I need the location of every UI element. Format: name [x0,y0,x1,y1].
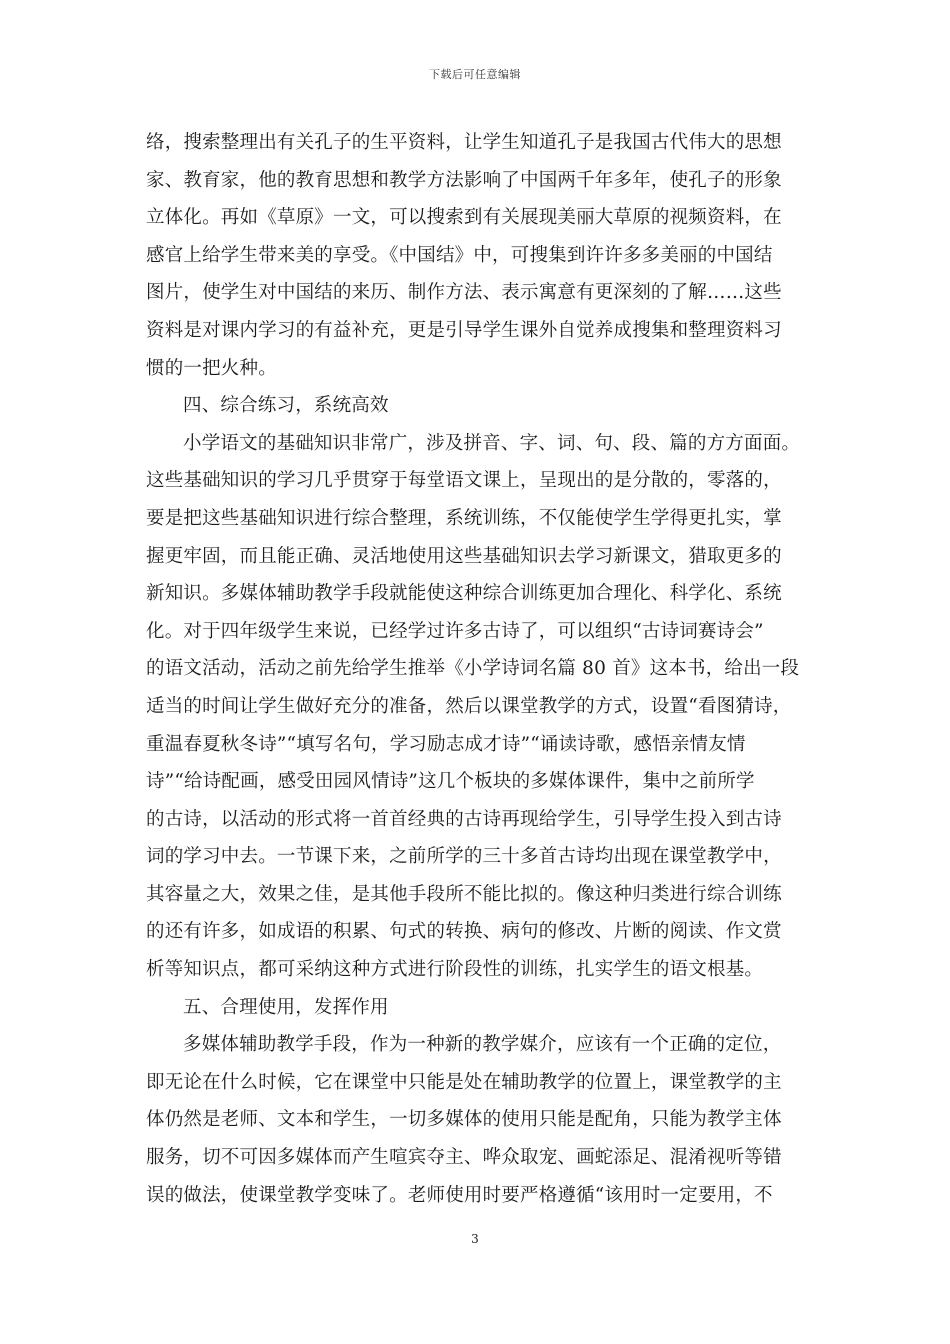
text-line: 体仍然是老师、文本和学生，一切多媒体的使用只能是配角，只能为教学主体 [146,1109,782,1131]
text-line: 析等知识点，都可采纳这种方式进行阶段性的训练，扎实学生的语文根基。 [146,959,764,981]
text-line: 适当的时间让学生做好充分的准备，然后以课堂教学的方式，设置“看图猜诗， [146,695,792,717]
document-body [146,124,806,1214]
text-line: 化。对于四年级学生来说，已经学过许多古诗了，可以组织“古诗词赛诗会” [146,620,764,642]
text-line: 即无论在什么时候，它在课堂中只能是处在辅助教学的位置上，课堂教学的主 [146,1071,782,1093]
text-line: 要是把这些基础知识进行综合整理，系统训练，不仅能使学生学得更扎实，掌 [146,507,782,529]
text-line: 词的学习中去。一节课下来，之前所学的三十多首古诗均出现在课堂教学中， [146,846,782,868]
text-line: 多媒体辅助教学手段，作为一种新的教学媒介，应该有一个正确的定位， [183,1034,782,1056]
text-line: 四、综合练习，系统高效 [183,395,389,417]
text-line: 的语文活动，活动之前先给学生推举《小学诗词名篇 80 首》这本书，给出一段 [146,658,800,680]
text-line: 资料是对课内学习的有益补充，更是引导学生课外自觉养成搜集和整理资料习 [146,319,782,341]
text-line: 小学语文的基础知识非常广，涉及拼音、字、词、句、段、篇的方方面面。 [183,432,801,454]
text-line: 的古诗，以活动的形式将一首首经典的古诗再现给学生，引导学生投入到古诗 [146,808,782,830]
text-line: 图片，使学生对中国结的来历、制作方法、表示寓意有更深刻的了解……这些 [146,282,782,304]
text-line: 误的做法，使课堂教学变味了。老师使用时要严格遵循“该用时一定要用，不 [146,1184,773,1206]
text-line: 家、教育家，他的教育思想和教学方法影响了中国两千年多年，使孔子的形象 [146,169,782,191]
text-line: 惯的一把火种。 [146,357,277,379]
text-line: 的还有许多，如成语的积累、句式的转换、病句的修改、片断的阅读、作文赏 [146,921,782,943]
text-line: 其容量之大，效果之佳，是其他手段所不能比拟的。像这种归类进行综合训练 [146,883,782,905]
text-line: 诗”“给诗配画，感受田园风情诗”这几个板块的多媒体课件，集中之前所学 [146,771,755,793]
text-line: 重温春夏秋冬诗”“填写名句，学习励志成才诗”“诵读诗歌，感悟亲情友情 [146,733,746,755]
text-line: 新知识。多媒体辅助教学手段就能使这种综合训练更加合理化、科学化、系统 [146,583,782,605]
text-line: 五、合理使用，发挥作用 [183,996,389,1018]
text-line: 络，搜索整理出有关孔子的生平资料，让学生知道孔子是我国古代伟大的思想 [146,132,782,153]
page-number: 3 [471,1232,479,1246]
text-line: 这些基础知识的学习几乎贯穿于每堂语文课上，呈现出的是分散的，零落的， [146,470,782,492]
text-line: 握更牢固，而且能正确、灵活地使用这些基础知识去学习新课文，猎取更多的 [146,545,782,567]
page-header: 下载后可任意编辑 [429,68,521,81]
text-line: 服务，切不可因多媒体而产生喧宾夺主、哗众取宠、画蛇添足、混淆视听等错 [146,1147,782,1169]
text-line: 立体化。再如《草原》一文，可以搜索到有关展现美丽大草原的视频资料，在 [146,207,782,229]
text-line: 感官上给学生带来美的享受。《中国结》中，可搜集到许许多多美丽的中国结 [146,244,773,266]
